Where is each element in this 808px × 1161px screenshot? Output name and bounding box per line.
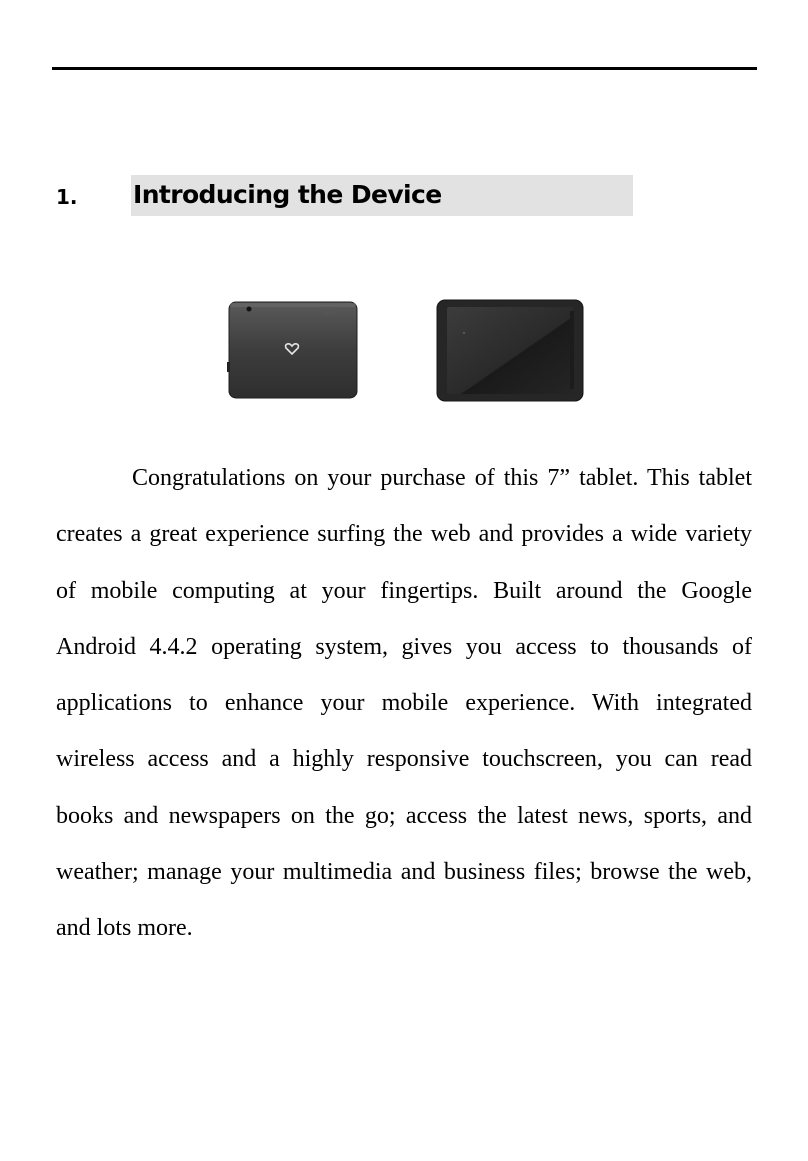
tablet-back-image xyxy=(226,300,358,400)
tablet-front-image xyxy=(436,299,584,402)
intro-paragraph: Congratulations on your purchase of this 7” tablet. This tablet creates a great experience surfing the web and provides a wide variety of mobile computing at your fingertips. Built around the Google Android 4.4.2 operating system, gives you access to thousands of applications to enhance your mobile experience. With integrated wireless access and a highly responsive touchscreen, you can read books and newspapers on the go; access the latest news, sports, and weather; manage your multimedia and business files; browse the web, and lots more. xyxy=(56,465,752,942)
camera-lens xyxy=(247,307,252,312)
header-rule xyxy=(52,67,757,70)
section-number: 1. xyxy=(56,185,78,209)
section-title: Introducing the Device xyxy=(133,180,442,209)
